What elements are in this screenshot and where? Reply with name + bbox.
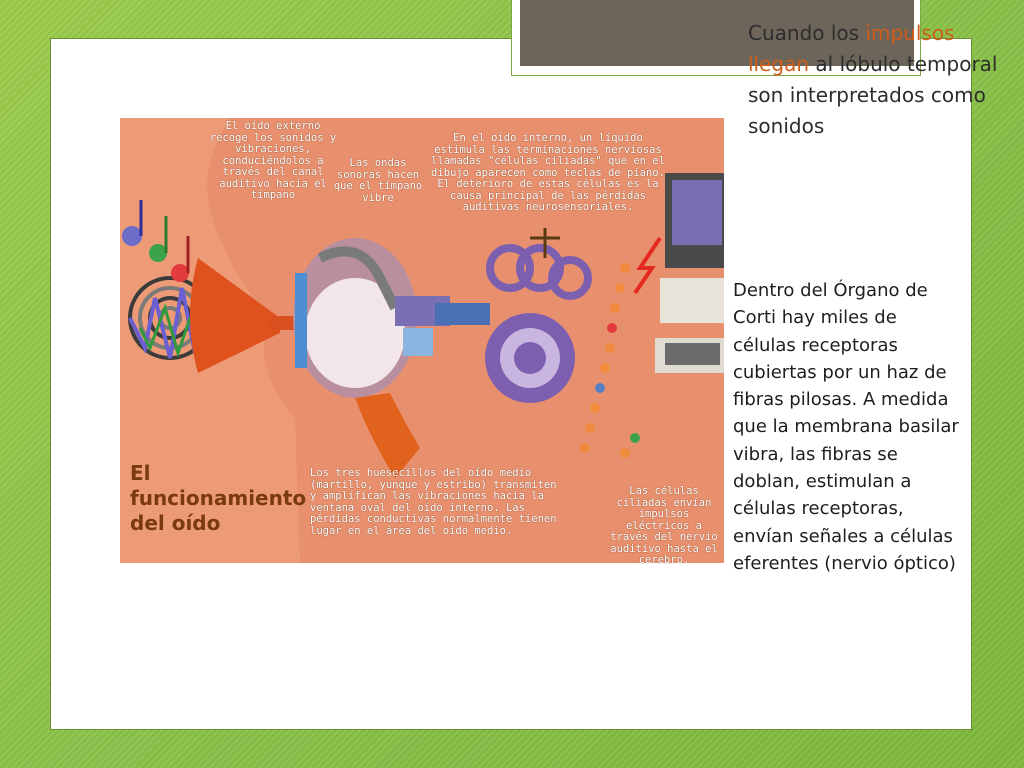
caption-inner-ear: En el oído interno, un líquido estimula las terminaciones nerviosas llamadas "células ciliadas" que en el dibujo aparecen como teclas de piano. El deterioro de estas células es la causa principal de las pérdidas auditivas neurosensoriales. [431, 132, 665, 213]
title-highlight: impulsos llegan [748, 21, 955, 76]
illustration-heading: El funcionamiento del oído [130, 461, 307, 535]
caption-sound-waves: Las ondas sonoras hacen que el tímpano vibre [333, 157, 423, 204]
slide-body-text: Dentro del Órgano de Corti hay miles de células receptoras cubiertas por un haz de fibras pilosas. A medida que la membrana basilar vibra, las fibras se doblan, estimulan a células receptoras, envían señales a células eferentes (nervio óptico) [733, 280, 959, 574]
caption-middle-ear: Los tres huesecillos del oído medio (martillo, yunque y estribo) transmiten y amplifican las vibraciones hacia la ventana oval del oído interno. Las pérdidas conductivas normalmente tienen lugar en el área del oído medio. [310, 467, 557, 537]
caption-hair-cells: Las células ciliadas envían impulsos eléctricos a través del nervio auditivo hasta el cerebro. [610, 485, 718, 566]
title-suffix: al lóbulo temporal son interpretados como sonidos [748, 52, 998, 138]
ear-illustration [120, 118, 724, 566]
slide-title [748, 18, 1008, 142]
caption-outer-ear: El oído externo recoge los sonidos y vibraciones, conduciéndolos a través del canal auditivo hacia el tímpano [209, 120, 337, 201]
title-prefix: Cuando los [748, 21, 866, 45]
